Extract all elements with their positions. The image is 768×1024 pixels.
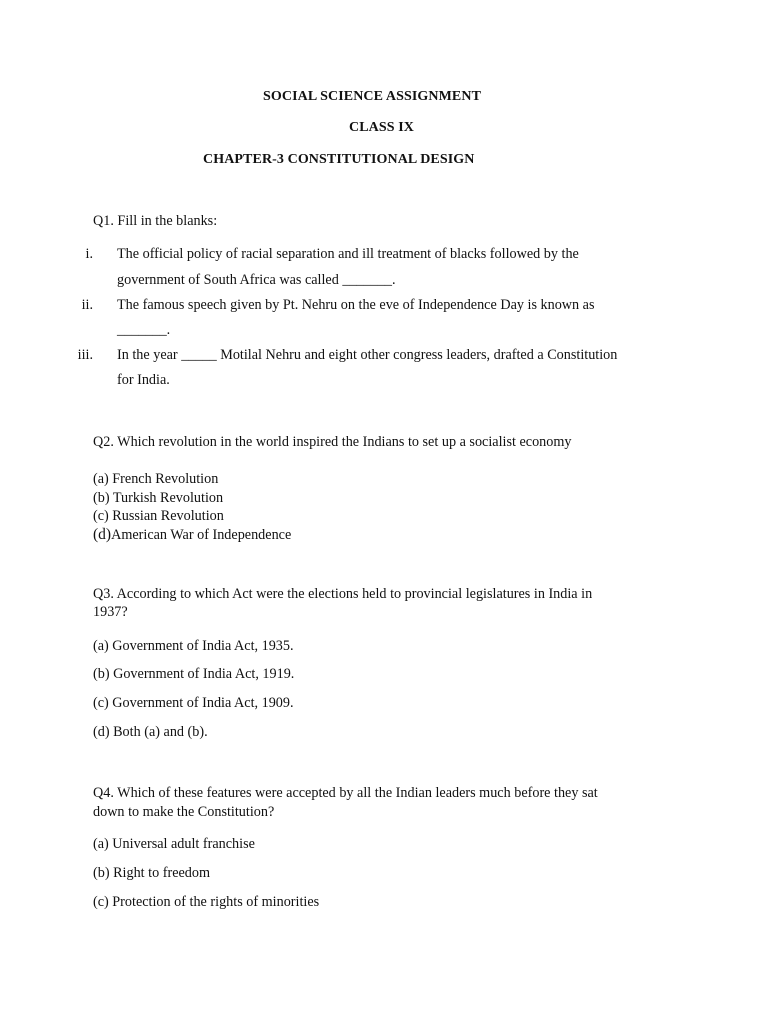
q3-prompt-line1: Q3. According to which Act were the elections held to provincial legislatures in India in — [93, 586, 593, 602]
chapter-title: CHAPTER-3 CONSTITUTIONAL DESIGN — [203, 152, 475, 167]
q3-option-b: (b) Government of India Act, 1919. — [93, 666, 295, 682]
q2-option-d-text: American War of Independence — [111, 527, 292, 543]
q2-option-b-text: Turkish Revolution — [112, 490, 224, 506]
q2-option-c-text: Russian Revolution — [112, 508, 224, 524]
q1-item-ii-line2: _______. — [117, 322, 171, 338]
q3-prompt-line2: 1937? — [93, 604, 128, 620]
q1-item-iii-line1: In the year _____ Motilal Nehru and eight other congress leaders, drafted a Constitution — [117, 347, 618, 363]
q4-option-a: (a) Universal adult franchise — [93, 836, 255, 852]
q2-option-a — [93, 471, 218, 488]
q2-prompt: Q2. Which revolution in the world inspired the Indians to set up a socialist economy — [93, 434, 572, 450]
q1-prompt: Q1. Fill in the blanks: — [93, 213, 218, 229]
q1-item-i-line2: government of South Africa was called _______. — [117, 272, 396, 288]
q2-option-d — [93, 526, 291, 544]
q3-option-a: (a) Government of India Act, 1935. — [93, 638, 294, 654]
q4-prompt-line1: Q4. Which of these features were accepted by all the Indian leaders much before they sat — [93, 785, 598, 801]
q2-option-b-letter: (b) — [93, 490, 110, 506]
q2-option-b — [93, 490, 223, 507]
q3-option-d: (d) Both (a) and (b). — [93, 724, 208, 740]
q2-option-d-letter: (d) — [93, 526, 112, 543]
page-title: SOCIAL SCIENCE ASSIGNMENT — [263, 89, 482, 104]
q4-prompt-line2: down to make the Constitution? — [93, 804, 275, 820]
q1-item-i-number: i. — [85, 246, 93, 262]
q2-option-c — [93, 508, 224, 525]
q1-item-iii-line2: for India. — [117, 372, 170, 388]
q3-option-c: (c) Government of India Act, 1909. — [93, 695, 294, 711]
q4-option-c: (c) Protection of the rights of minorities — [93, 894, 320, 910]
q1-item-ii-number: ii. — [81, 297, 93, 313]
q2-option-c-letter: (c) — [93, 508, 109, 524]
class-label: CLASS IX — [349, 120, 414, 135]
q4-option-b: (b) Right to freedom — [93, 865, 211, 881]
q1-item-i-line1: The official policy of racial separation and ill treatment of blacks followed by the — [117, 246, 579, 262]
q1-item-iii-number: iii. — [77, 347, 93, 363]
q1-item-ii-line1: The famous speech given by Pt. Nehru on the eve of Independence Day is known as — [117, 297, 595, 313]
q2-option-a-letter: (a) — [93, 471, 109, 487]
q2-option-a-text: French Revolution — [112, 471, 219, 487]
